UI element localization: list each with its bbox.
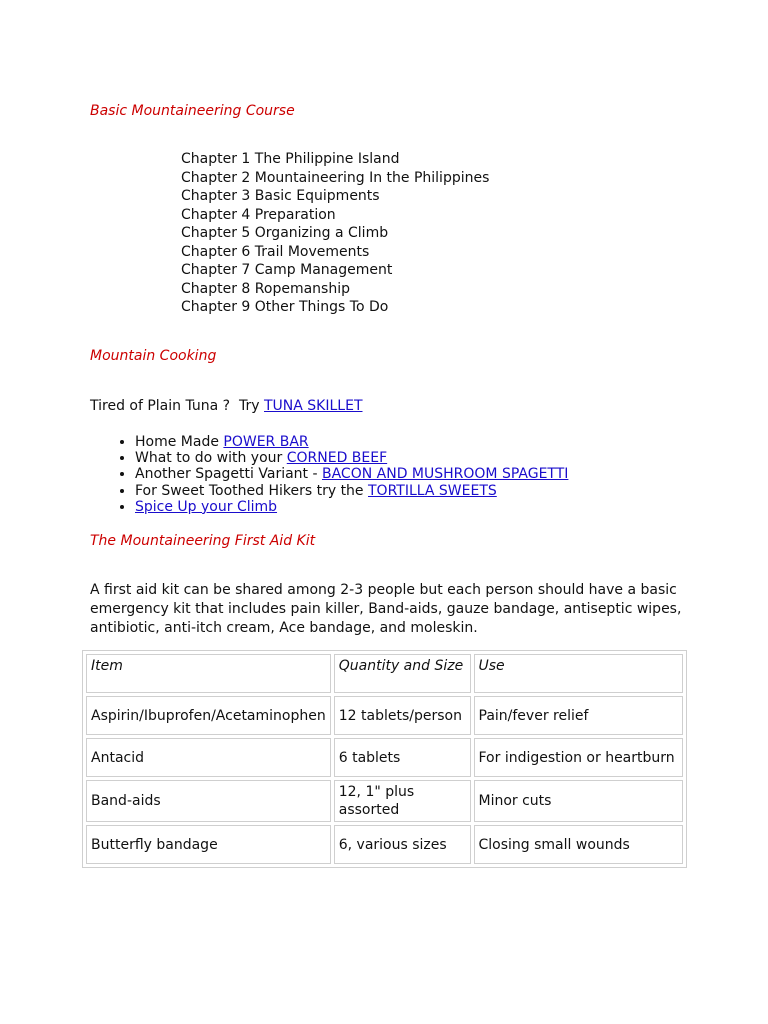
cooking-intro-text: Tired of Plain Tuna ? Try <box>90 398 264 414</box>
list-item <box>135 466 568 482</box>
chapter-item: Chapter 6 Trail Movements <box>181 243 370 260</box>
cell-quantity: 6 tablets <box>334 738 471 777</box>
list-item <box>135 499 568 515</box>
cell-quantity: 12 tablets/person <box>334 696 471 735</box>
table-header-row <box>86 654 683 693</box>
chapter-item: Chapter 3 Basic Equipments <box>181 188 380 204</box>
cell-use: Closing small wounds <box>474 825 684 864</box>
cell-quantity: 12, 1" plus assorted <box>334 780 471 822</box>
cell-use: For indigestion or heartburn <box>474 738 684 777</box>
list-item <box>135 450 568 466</box>
recipe-text: What to do with your <box>135 450 287 467</box>
power-bar-link[interactable]: POWER BAR <box>223 434 309 450</box>
cell-item: Aspirin/Ibuprofen/Acetaminophen <box>86 696 331 735</box>
chapter-item: Chapter 9 Other Things To Do <box>181 299 389 315</box>
header-use: Use <box>474 654 684 693</box>
course-title: Basic Mountaineering Course <box>90 103 295 119</box>
recipe-list <box>90 434 568 515</box>
cell-use: Pain/fever relief <box>474 696 684 735</box>
corned-beef-link[interactable]: CORNED BEEF <box>286 450 388 467</box>
spice-up-link[interactable]: Spice Up your Climb <box>135 498 278 515</box>
table-row <box>86 696 683 735</box>
cell-item: Band-aids <box>86 780 331 822</box>
firstaid-table <box>82 650 687 868</box>
tuna-skillet-link[interactable]: TUNA SKILLET <box>264 398 363 414</box>
header-quantity: Quantity and Size <box>334 654 471 693</box>
cooking-title: Mountain Cooking <box>90 348 217 364</box>
chapter-item: Chapter 4 Preparation <box>181 206 336 223</box>
table-row <box>86 738 683 777</box>
table-row <box>86 825 683 864</box>
chapter-item: Chapter 7 Camp Management <box>181 262 393 278</box>
cell-use: Minor cuts <box>474 780 684 822</box>
header-item: Item <box>86 654 331 693</box>
chapter-item: Chapter 2 Mountaineering In the Philippines <box>181 169 490 186</box>
chapter-item: Chapter 5 Organizing a Climb <box>181 225 389 241</box>
chapter-list <box>181 150 489 317</box>
table-row <box>86 780 683 822</box>
cell-item: Antacid <box>86 738 331 777</box>
cell-item: Butterfly bandage <box>86 825 331 864</box>
tortilla-sweets-link[interactable]: TORTILLA SWEETS <box>368 482 497 499</box>
cell-quantity: 6, various sizes <box>334 825 471 864</box>
firstaid-paragraph: A first aid kit can be shared among 2-3 people but each person should have a basic emergency kit that includes pain killer, Band-aids, gauze bandage, antiseptic wipes, antibiotic, anti-itch cream, Ace bandage, and moleskin. <box>90 582 682 636</box>
recipe-text: Home Made <box>135 434 224 450</box>
bacon-spagetti-link[interactable]: BACON AND MUSHROOM SPAGETTI <box>321 466 569 483</box>
list-item <box>135 483 568 499</box>
firstaid-title: The Mountaineering First Aid Kit <box>90 533 316 549</box>
chapter-item: Chapter 8 Ropemanship <box>181 280 350 297</box>
recipe-text: For Sweet Toothed Hikers try the <box>135 482 368 499</box>
chapter-item: Chapter 1 The Philippine Island <box>181 151 400 167</box>
recipe-text: Another Spagetti Variant - <box>135 466 322 483</box>
list-item <box>135 434 568 450</box>
cooking-intro <box>90 397 363 415</box>
